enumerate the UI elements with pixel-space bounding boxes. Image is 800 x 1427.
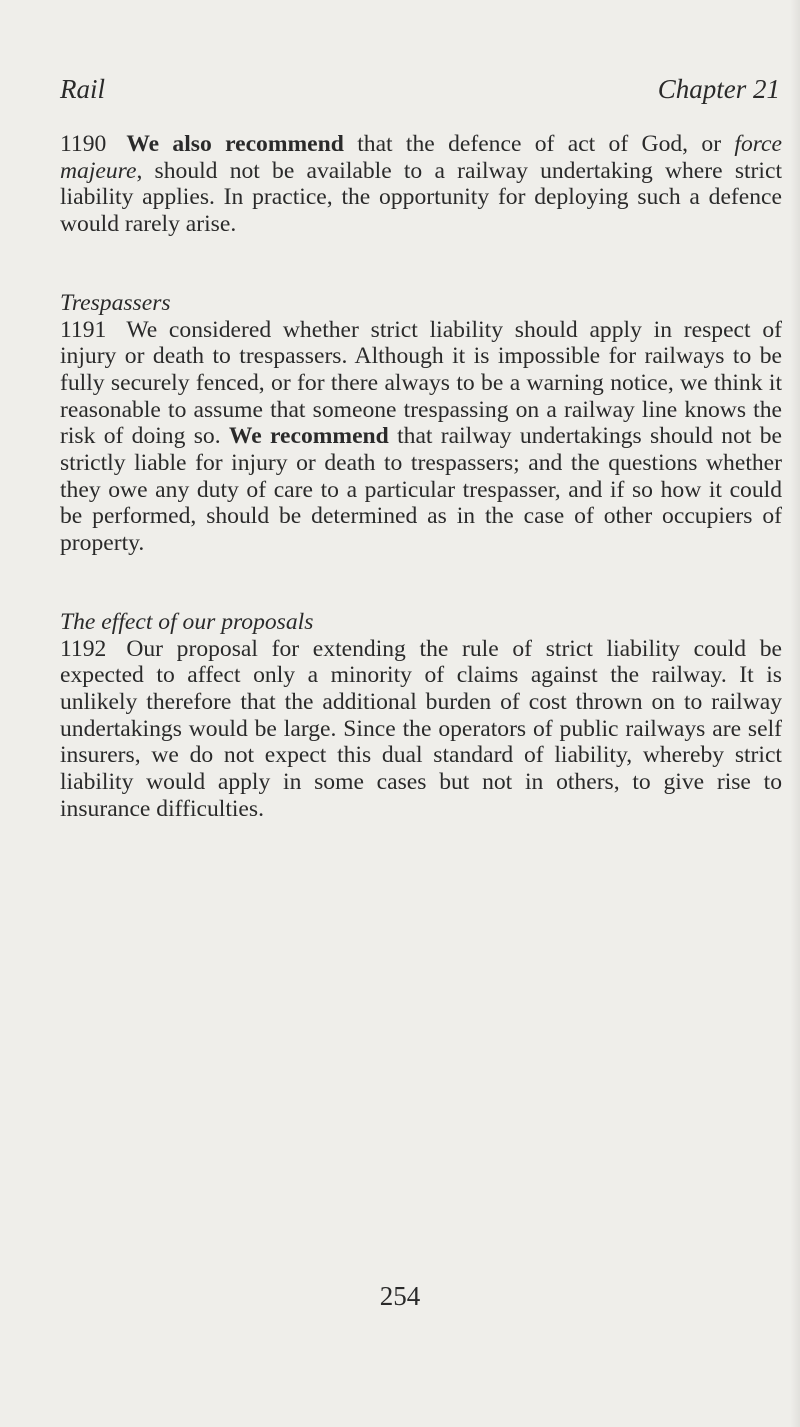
paragraph-text: that railway undertakings should not be strictly liable for injury or death to trespassers; and the questions whether they owe any duty of care to a particular trespasser, and if so how it could be performed, should be determined as in the case of other occupiers of property. <box>60 423 782 557</box>
section-heading-effect: The effect of our proposals <box>60 608 314 635</box>
paragraph-number: 1190 <box>60 131 107 157</box>
recommendation-lead: We recommend <box>228 423 389 450</box>
page-edge-shadow <box>790 0 800 1427</box>
paragraph-text: , should not be available to a railway undertaking where strict liability applies. In practice, the opportunity for deploying such a defence would rarely arise. <box>60 157 782 238</box>
paragraph-1192 <box>60 636 782 823</box>
running-head <box>60 74 780 108</box>
paragraph-text: We considered whether strict liability should apply in respect of injury or death to trespassers. Although it is impossible for railways to be fully securely fenced, or for there always to be a warning notice, we think it reasonable to assume that someone trespassing on a railway line knows the risk of doing so. <box>60 316 782 450</box>
emphasis-text: force majeure <box>60 131 782 184</box>
paragraph-1190 <box>60 131 782 238</box>
running-head-right: Chapter 21 <box>657 74 780 104</box>
page-number: 254 <box>379 1281 421 1311</box>
recommendation-lead: We also recommend <box>126 131 344 157</box>
paragraph-number: 1192 <box>60 635 107 662</box>
paragraph-text: Our proposal for extending the rule of strict liability could be expected to affect only a minority of claims against the railway. It is unlikely therefore that the additional burden of cost thrown on to railway undertakings would be large. Since the operators of public railways are self insurers, we do not expect this dual standard of liability, whereby strict liability would apply in some cases but not in others, to give rise to insurance difficulties. <box>60 635 782 822</box>
paragraph-text: that the defence of act of God, or <box>357 131 735 157</box>
section-heading-trespassers: Trespassers <box>60 289 171 316</box>
spacer <box>60 238 782 290</box>
spacer <box>60 557 782 609</box>
paragraph-1191 <box>60 317 782 557</box>
page-body <box>60 131 782 822</box>
paragraph-number: 1191 <box>60 316 107 343</box>
running-head-left: Rail <box>60 74 105 104</box>
